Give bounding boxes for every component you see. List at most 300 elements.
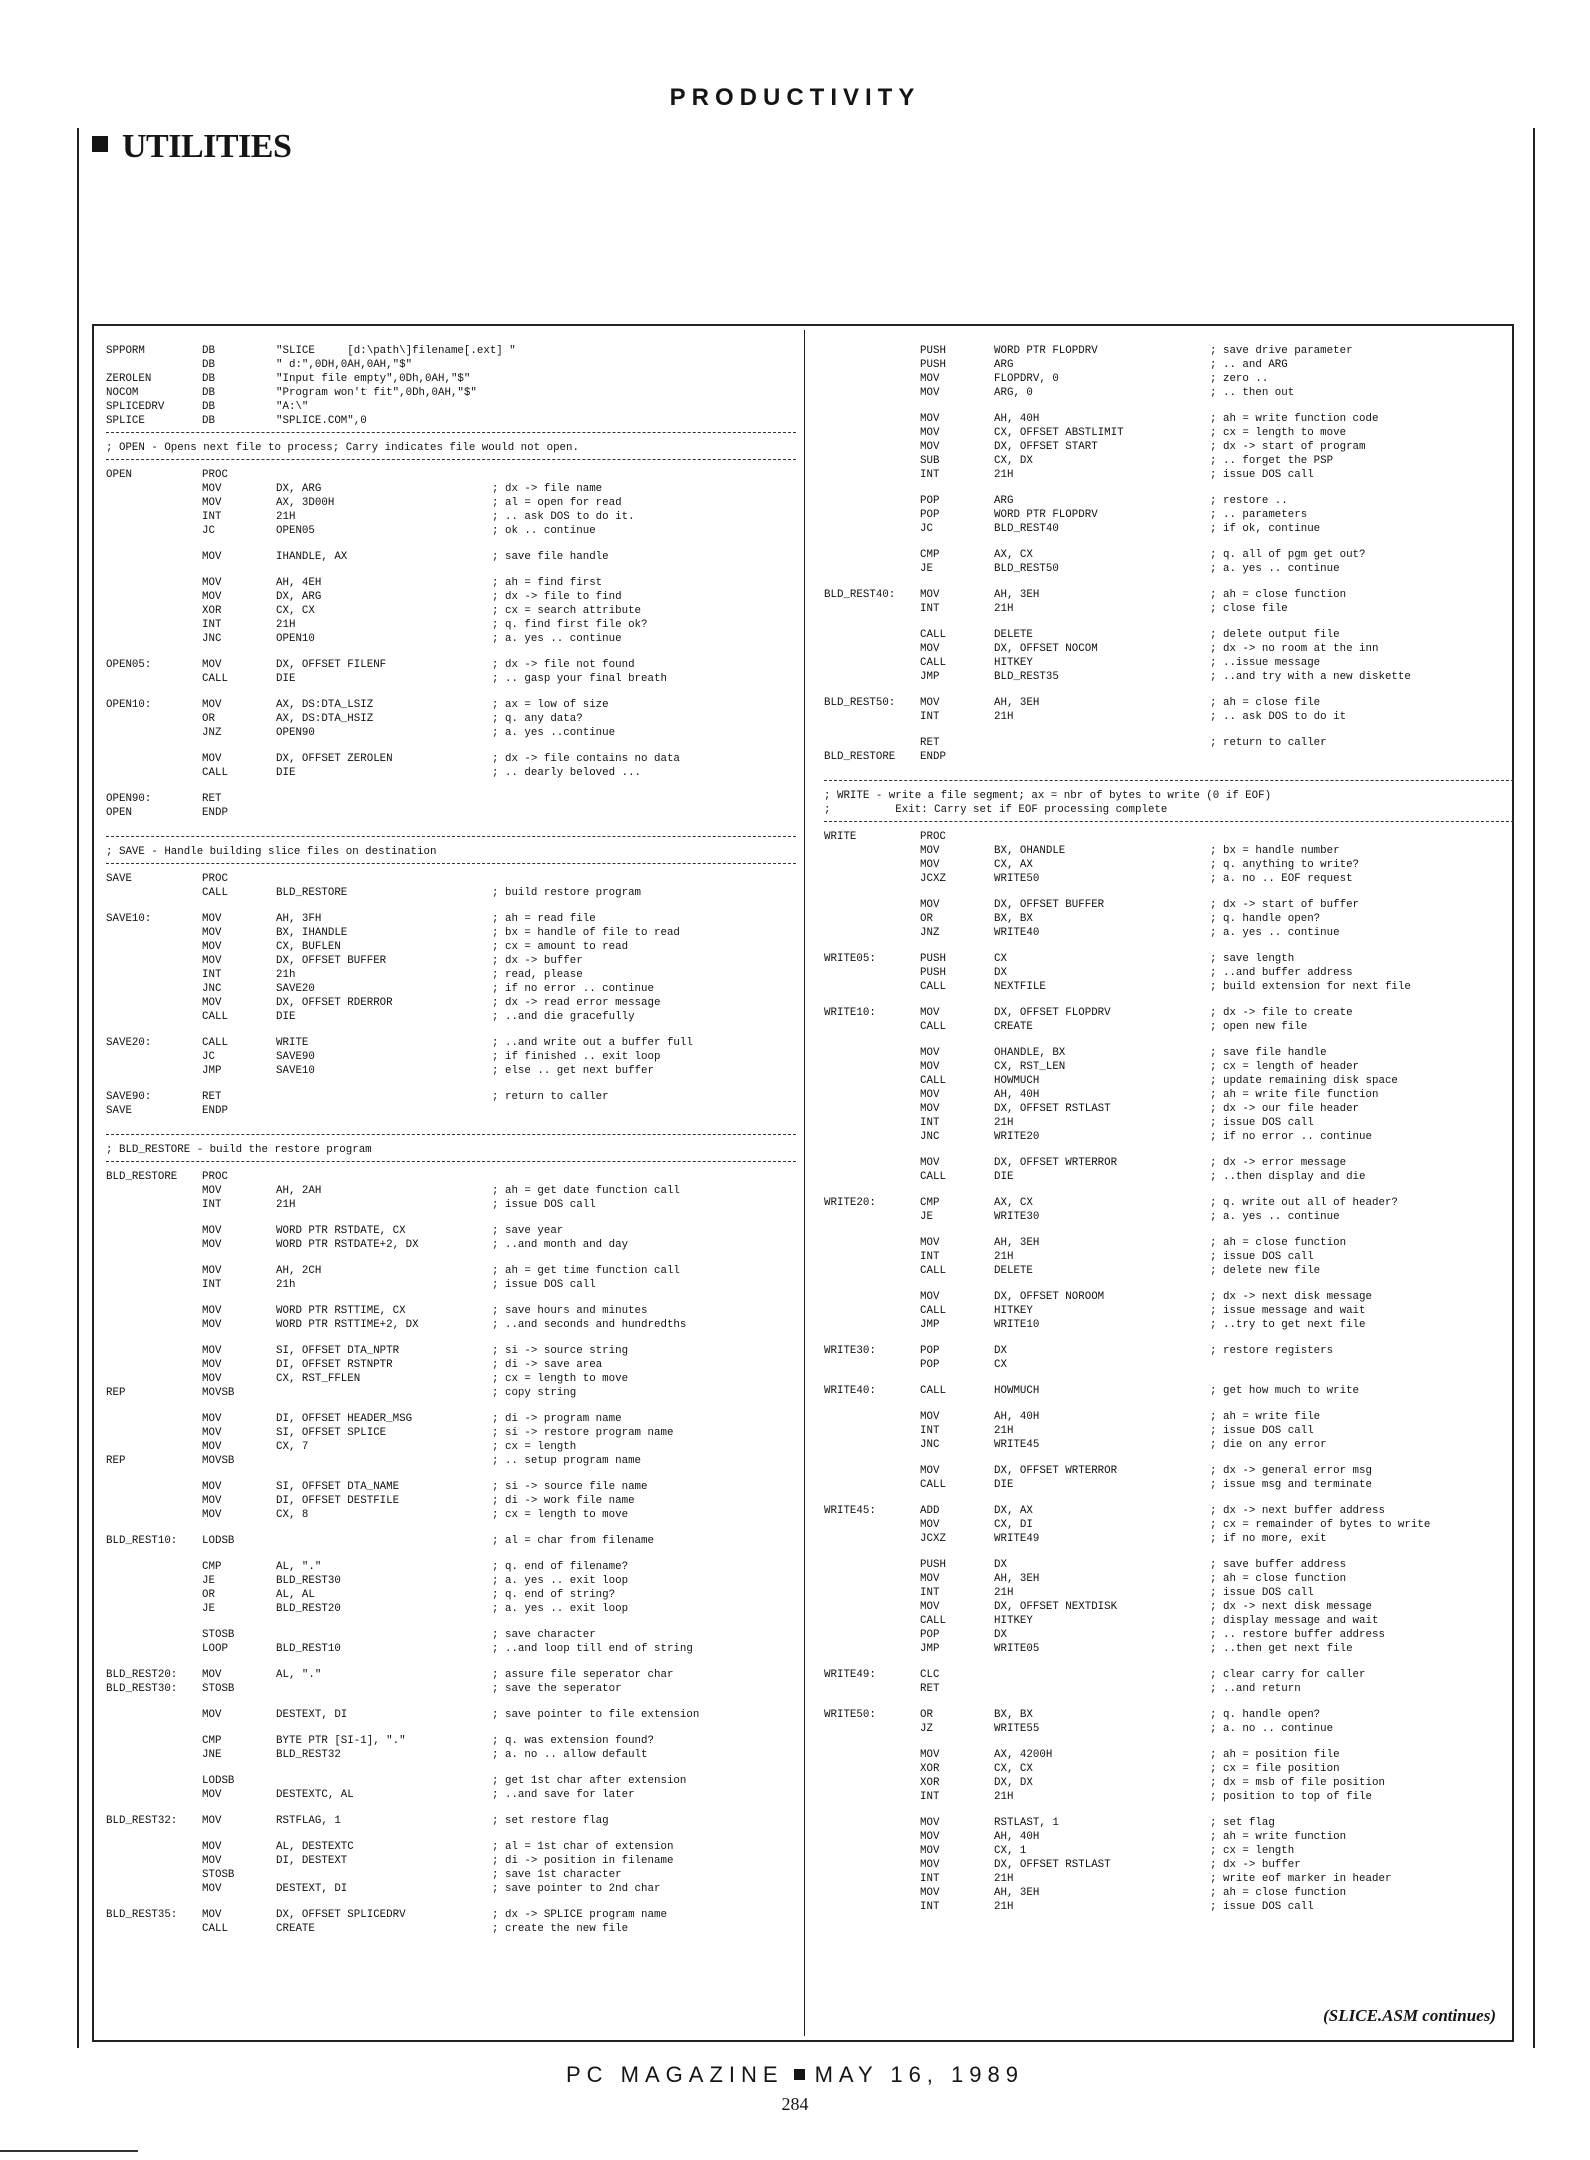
code-op: MOV	[920, 1047, 940, 1059]
code-line	[824, 548, 1514, 562]
code-op: MOV	[202, 577, 222, 589]
code-arg: WORD PTR FLOPDRV	[994, 509, 1098, 521]
code-arg: 21H	[994, 1873, 1014, 1885]
comment-line	[824, 803, 1514, 817]
code-cm: ; dx -> next buffer address	[1210, 1505, 1385, 1517]
code-lbl: BLD_REST32:	[106, 1815, 178, 1827]
code-arg: CREATE	[994, 1021, 1033, 1033]
code-op: MOV	[920, 1061, 940, 1073]
code-cm: ; if finished .. exit loop	[492, 1051, 661, 1063]
code-line	[824, 454, 1514, 468]
code-cm: ; cx = remainder of bytes to write	[1210, 1519, 1431, 1531]
code-arg: DIE	[276, 767, 296, 779]
blank-line	[824, 1546, 1514, 1558]
code-line	[106, 496, 796, 510]
code-line	[106, 468, 796, 482]
code-line	[824, 1250, 1514, 1264]
code-op: CALL	[920, 1479, 946, 1491]
code-line	[106, 1882, 796, 1896]
code-line	[106, 1788, 796, 1802]
blank-line	[106, 1548, 796, 1560]
code-line	[824, 1722, 1514, 1736]
code-line	[824, 1236, 1514, 1250]
code-arg: DX, OFFSET SPLICEDRV	[276, 1909, 406, 1921]
code-lbl: BLD_REST40:	[824, 589, 896, 601]
comment-rule	[824, 780, 1514, 789]
code-line	[106, 1010, 796, 1024]
code-arg: 21h	[276, 1279, 296, 1291]
code-arg: WRITE49	[994, 1533, 1040, 1545]
blank-line	[106, 1696, 796, 1708]
code-arg: AH, 3EH	[994, 589, 1040, 601]
code-cm: ; a. yes .. continue	[1210, 563, 1340, 575]
code-cm: ; close file	[1210, 603, 1288, 615]
code-arg: OPEN90	[276, 727, 315, 739]
code-line	[106, 632, 796, 646]
code-line	[106, 1602, 796, 1616]
code-cm: ; ..and month and day	[492, 1239, 629, 1251]
code-cm: ; if no error .. continue	[1210, 1131, 1372, 1143]
code-op: MOV	[920, 387, 940, 399]
code-cm: ; set restore flag	[492, 1815, 609, 1827]
code-cm: ; q. end of string?	[492, 1589, 616, 1601]
code-arg: 21h	[276, 969, 296, 981]
code-line	[106, 1708, 796, 1722]
issue-date: MAY 16, 1989	[814, 2062, 1024, 2087]
code-cm: ; save file handle	[492, 551, 609, 563]
right-margin-rule	[1533, 128, 1535, 2048]
code-lbl: WRITE	[824, 831, 857, 843]
code-arg: "SLICE [d:\path\]filename[.ext] "	[276, 345, 516, 357]
blank-line	[106, 1896, 796, 1908]
code-op: MOV	[202, 1319, 222, 1331]
code-arg: WRITE05	[994, 1643, 1040, 1655]
code-line	[824, 736, 1514, 750]
code-line	[106, 766, 796, 780]
code-op: MOV	[202, 927, 222, 939]
code-line	[106, 1668, 796, 1682]
code-op: INT	[920, 1251, 940, 1263]
code-op: ADD	[920, 1505, 940, 1517]
topic-heading	[92, 128, 291, 166]
code-cm: ; ah = write file function	[1210, 1089, 1379, 1101]
code-arg: WORD PTR FLOPDRV	[994, 345, 1098, 357]
code-cm: ; save year	[492, 1225, 564, 1237]
blank-line	[106, 1024, 796, 1036]
code-line	[106, 1774, 796, 1788]
code-arg: AL, "."	[276, 1669, 322, 1681]
code-cm: ; a. no .. allow default	[492, 1749, 648, 1761]
comment-rule	[106, 432, 796, 441]
blank-line	[824, 994, 1514, 1006]
code-lbl: ZEROLEN	[106, 373, 152, 385]
code-cm: ; ah = close function	[1210, 1887, 1347, 1899]
code-cm: ; zero ..	[1210, 373, 1269, 385]
code-line	[106, 1426, 796, 1440]
code-op: MOV	[920, 1291, 940, 1303]
code-cm: ; save buffer address	[1210, 1559, 1347, 1571]
code-line	[824, 1464, 1514, 1478]
blank-line	[106, 1828, 796, 1840]
code-line	[824, 1170, 1514, 1184]
code-lbl: BLD_REST50:	[824, 697, 896, 709]
code-lbl: SAVE	[106, 873, 132, 885]
code-cm: ; .. and ARG	[1210, 359, 1288, 371]
code-op: INT	[202, 619, 222, 631]
code-arg: DX, OFFSET NEXTDISK	[994, 1601, 1118, 1613]
code-line	[824, 1478, 1514, 1492]
code-line	[106, 550, 796, 564]
code-cm: ; ..and return	[1210, 1683, 1301, 1695]
code-line	[106, 576, 796, 590]
code-op: DB	[202, 373, 215, 385]
code-cm: ; die on any error	[1210, 1439, 1327, 1451]
code-cm: ; position to top of file	[1210, 1791, 1372, 1803]
blank-line	[106, 740, 796, 752]
code-op: MOV	[202, 591, 222, 603]
code-cm: ; .. setup program name	[492, 1455, 642, 1467]
blank-line	[106, 780, 796, 792]
code-arg: AX, CX	[994, 1197, 1033, 1209]
code-arg: AX, 4200H	[994, 1749, 1053, 1761]
code-arg: DELETE	[994, 1265, 1033, 1277]
blank-line	[106, 1656, 796, 1668]
code-op: MOV	[202, 1909, 222, 1921]
code-line	[106, 1372, 796, 1386]
code-lbl: WRITE05:	[824, 953, 876, 965]
code-op: DB	[202, 345, 215, 357]
code-op: MOV	[920, 1817, 940, 1829]
code-arg: HOWMUCH	[994, 1075, 1040, 1087]
code-line	[824, 1088, 1514, 1102]
code-op: MOV	[202, 1239, 222, 1251]
code-op: ENDP	[202, 807, 228, 819]
code-op: MOV	[202, 1373, 222, 1385]
code-line	[824, 750, 1514, 764]
code-op: MOV	[920, 1465, 940, 1477]
code-line	[106, 658, 796, 672]
code-line	[824, 440, 1514, 454]
code-cm: ; cx = search attribute	[492, 605, 642, 617]
code-line	[106, 1224, 796, 1238]
code-arg: BX, BX	[994, 1709, 1033, 1721]
code-lbl: BLD_REST10:	[106, 1535, 178, 1547]
code-arg: CX	[994, 953, 1007, 965]
blank-line	[106, 1118, 796, 1130]
code-cm: ; if no error .. continue	[492, 983, 654, 995]
code-arg: 21H	[276, 1199, 296, 1211]
code-op: JC	[202, 1051, 215, 1063]
code-line	[106, 524, 796, 538]
code-op: MOV	[202, 1509, 222, 1521]
code-line	[106, 872, 796, 886]
code-op: MOV	[202, 1185, 222, 1197]
code-op: INT	[202, 969, 222, 981]
code-cm: ; ..issue message	[1210, 657, 1321, 669]
code-op: JCXZ	[920, 1533, 946, 1545]
code-lbl: OPEN10:	[106, 699, 152, 711]
code-op: DB	[202, 415, 215, 427]
code-line	[824, 1304, 1514, 1318]
code-arg: SI, OFFSET DTA_NPTR	[276, 1345, 400, 1357]
code-op: JMP	[202, 1065, 222, 1077]
code-lbl: OPEN	[106, 807, 132, 819]
code-op: ENDP	[920, 751, 946, 763]
code-cm: ; a. yes .. continue	[1210, 1211, 1340, 1223]
code-cm: ; dx -> start of program	[1210, 441, 1366, 453]
comment-line	[824, 789, 1514, 803]
code-line	[106, 358, 796, 372]
code-cm: ; update remaining disk space	[1210, 1075, 1398, 1087]
code-line	[824, 1130, 1514, 1144]
code-cm: ; a. yes .. continue	[1210, 927, 1340, 939]
code-op: MOV	[202, 1305, 222, 1317]
blank-line	[106, 1762, 796, 1774]
code-line	[824, 1344, 1514, 1358]
code-op: INT	[202, 511, 222, 523]
code-line	[106, 1184, 796, 1198]
code-arg: DX	[994, 967, 1007, 979]
code-cm: ; cx = amount to read	[492, 941, 629, 953]
code-line	[106, 726, 796, 740]
code-arg: CX, 8	[276, 1509, 309, 1521]
code-arg: BLD_REST35	[994, 671, 1059, 683]
code-cm: ; ..and save for later	[492, 1789, 635, 1801]
code-lbl: SPLICE	[106, 415, 145, 427]
code-op: XOR	[202, 605, 222, 617]
code-arg: OPEN10	[276, 633, 315, 645]
code-line	[824, 642, 1514, 656]
code-cm: ; ah = write file	[1210, 1411, 1321, 1423]
code-line	[824, 508, 1514, 522]
code-op: STOSB	[202, 1629, 235, 1641]
code-cm: ; cx = length	[1210, 1845, 1295, 1857]
code-arg: "Input file empty",0Dh,0AH,"$"	[276, 373, 471, 385]
code-line	[106, 1278, 796, 1292]
code-line	[106, 1840, 796, 1854]
blank-line	[824, 886, 1514, 898]
code-arg: WRITE	[276, 1037, 309, 1049]
code-line	[824, 670, 1514, 684]
code-lbl: SAVE90:	[106, 1091, 152, 1103]
code-lbl: WRITE40:	[824, 1385, 876, 1397]
code-op: JZ	[920, 1723, 933, 1735]
code-arg: AH, 3EH	[994, 697, 1040, 709]
code-line	[824, 1116, 1514, 1130]
code-cm: ; save file handle	[1210, 1047, 1327, 1059]
code-cm: ; cx = length to move	[1210, 427, 1347, 439]
code-cm: ; .. restore buffer address	[1210, 1629, 1385, 1641]
code-op: OR	[202, 713, 215, 725]
code-arg: WRITE10	[994, 1319, 1040, 1331]
code-op: PROC	[920, 831, 946, 843]
code-cm: ; cx = length of header	[1210, 1061, 1360, 1073]
code-cm: ; issue msg and terminate	[1210, 1479, 1372, 1491]
code-op: CALL	[920, 1171, 946, 1183]
code-cm: ; save length	[1210, 953, 1295, 965]
code-line	[824, 1196, 1514, 1210]
blank-line	[824, 764, 1514, 776]
code-line	[106, 1318, 796, 1332]
code-cm: ; ax = low of size	[492, 699, 609, 711]
code-op: DB	[202, 387, 215, 399]
code-arg: 21H	[994, 469, 1014, 481]
code-op: CALL	[920, 1265, 946, 1277]
code-op: MOV	[920, 413, 940, 425]
code-cm: ; issue DOS call	[1210, 1901, 1314, 1913]
blank-line	[824, 1332, 1514, 1344]
code-lbl: SAVE20:	[106, 1037, 152, 1049]
code-op: MOV	[202, 941, 222, 953]
blank-line	[824, 1492, 1514, 1504]
code-lbl: WRITE10:	[824, 1007, 876, 1019]
code-op: PUSH	[920, 1559, 946, 1571]
code-cm: ; dx -> error message	[1210, 1157, 1347, 1169]
code-cm: ; write eof marker in header	[1210, 1873, 1392, 1885]
code-op: JNE	[202, 1749, 222, 1761]
code-line	[106, 1358, 796, 1372]
code-cm: ; ok .. continue	[492, 525, 596, 537]
code-cm: ; .. ask DOS to do it	[1210, 711, 1347, 723]
code-line	[824, 696, 1514, 710]
code-line	[824, 710, 1514, 724]
code-op: JMP	[920, 1643, 940, 1655]
code-line	[106, 1682, 796, 1696]
code-cm: ; dx -> read error message	[492, 997, 661, 1009]
code-line	[824, 1668, 1514, 1682]
code-op: MOV	[202, 955, 222, 967]
code-op: XOR	[920, 1763, 940, 1775]
code-line	[824, 1642, 1514, 1656]
code-line	[106, 698, 796, 712]
code-arg: NEXTFILE	[994, 981, 1046, 993]
comment-text: ; WRITE - write a file segment; ax = nbr of bytes to write (0 if EOF)	[824, 790, 1272, 802]
code-arg: BLD_REST32	[276, 1749, 341, 1761]
code-arg: DX	[994, 1559, 1007, 1571]
code-line	[824, 372, 1514, 386]
code-line	[824, 1518, 1514, 1532]
code-op: MOV	[202, 1481, 222, 1493]
code-arg: WORD PTR RSTTIME+2, DX	[276, 1319, 419, 1331]
code-line	[824, 1504, 1514, 1518]
code-cm: ; si -> source file name	[492, 1481, 648, 1493]
code-op: MOV	[202, 1427, 222, 1439]
code-arg: DX	[994, 1345, 1007, 1357]
code-arg: DESTEXT, DI	[276, 1709, 348, 1721]
code-line	[106, 1412, 796, 1426]
code-line	[824, 1628, 1514, 1642]
code-arg: WRITE50	[994, 873, 1040, 885]
code-line	[824, 1438, 1514, 1452]
continues-note: (SLICE.ASM continues)	[1323, 2006, 1496, 2025]
code-arg: CX, CX	[276, 605, 315, 617]
code-arg: BX, BX	[994, 913, 1033, 925]
code-op: MOV	[202, 1815, 222, 1827]
code-cm: ; q. was extension found?	[492, 1735, 654, 1747]
blank-line	[824, 576, 1514, 588]
code-cm: ; ..and seconds and hundredths	[492, 1319, 687, 1331]
code-op: JNC	[920, 1131, 940, 1143]
code-cm: ; bx = handle number	[1210, 845, 1340, 857]
code-line	[106, 1090, 796, 1104]
code-op: MOV	[202, 699, 222, 711]
code-op: MOV	[202, 913, 222, 925]
code-arg: AH, 2CH	[276, 1265, 322, 1277]
code-cm: ; dx -> no room at the inn	[1210, 643, 1379, 655]
code-op: MOV	[920, 373, 940, 385]
code-line	[824, 1060, 1514, 1074]
code-op: CALL	[202, 673, 228, 685]
code-cm: ; open new file	[1210, 1021, 1308, 1033]
code-op: MOV	[202, 483, 222, 495]
code-cm: ; ah = close function	[1210, 589, 1347, 601]
comment-rule	[824, 821, 1514, 830]
code-op: MOV	[920, 899, 940, 911]
code-cm: ; issue DOS call	[492, 1279, 596, 1291]
blank-line	[824, 1144, 1514, 1156]
code-arg: DI, OFFSET HEADER_MSG	[276, 1413, 413, 1425]
code-line	[824, 926, 1514, 940]
code-op: INT	[920, 711, 940, 723]
code-arg: CX, 1	[994, 1845, 1027, 1857]
code-arg: 21H	[276, 511, 296, 523]
code-op: MOV	[202, 1883, 222, 1895]
code-line	[106, 1748, 796, 1762]
code-op: MOV	[920, 1519, 940, 1531]
code-cm: ; dx -> buffer	[492, 955, 583, 967]
code-line	[824, 1586, 1514, 1600]
code-line	[824, 522, 1514, 536]
code-line	[106, 510, 796, 524]
code-cm: ; q. handle open?	[1210, 913, 1321, 925]
code-op: INT	[202, 1279, 222, 1291]
code-line	[824, 1572, 1514, 1586]
code-line	[824, 386, 1514, 400]
left-margin-rule	[77, 128, 79, 2048]
code-op: CALL	[920, 1385, 946, 1397]
code-cm: ; if ok, continue	[1210, 523, 1321, 535]
code-line	[106, 1628, 796, 1642]
code-line	[106, 1050, 796, 1064]
code-arg: DX, OFFSET WRTERROR	[994, 1157, 1118, 1169]
code-cm: ; al = char from filename	[492, 1535, 654, 1547]
code-lbl: WRITE45:	[824, 1505, 876, 1517]
code-op: MOV	[920, 859, 940, 871]
code-line	[106, 1908, 796, 1922]
code-op: MOV	[920, 1749, 940, 1761]
code-lbl: NOCOM	[106, 387, 139, 399]
comment-text: ; Exit: Carry set if EOF processing complete	[824, 804, 1168, 816]
code-line	[824, 1872, 1514, 1886]
code-arg: AX, CX	[994, 549, 1033, 561]
code-arg: DI, OFFSET DESTFILE	[276, 1495, 400, 1507]
code-line	[824, 1776, 1514, 1790]
code-line	[106, 372, 796, 386]
code-op: JC	[202, 525, 215, 537]
code-line	[106, 590, 796, 604]
code-arg: BLD_REST40	[994, 523, 1059, 535]
code-line	[106, 792, 796, 806]
code-cm: ; save drive parameter	[1210, 345, 1353, 357]
code-arg: BLD_REST50	[994, 563, 1059, 575]
code-op: MOV	[920, 427, 940, 439]
code-arg: 21H	[994, 1251, 1014, 1263]
code-cm: ; a. yes .. exit loop	[492, 1603, 629, 1615]
code-line	[106, 386, 796, 400]
topic-heading-text: UTILITIES	[122, 128, 292, 165]
code-line	[106, 912, 796, 926]
code-cm: ; ..and try with a new diskette	[1210, 671, 1411, 683]
